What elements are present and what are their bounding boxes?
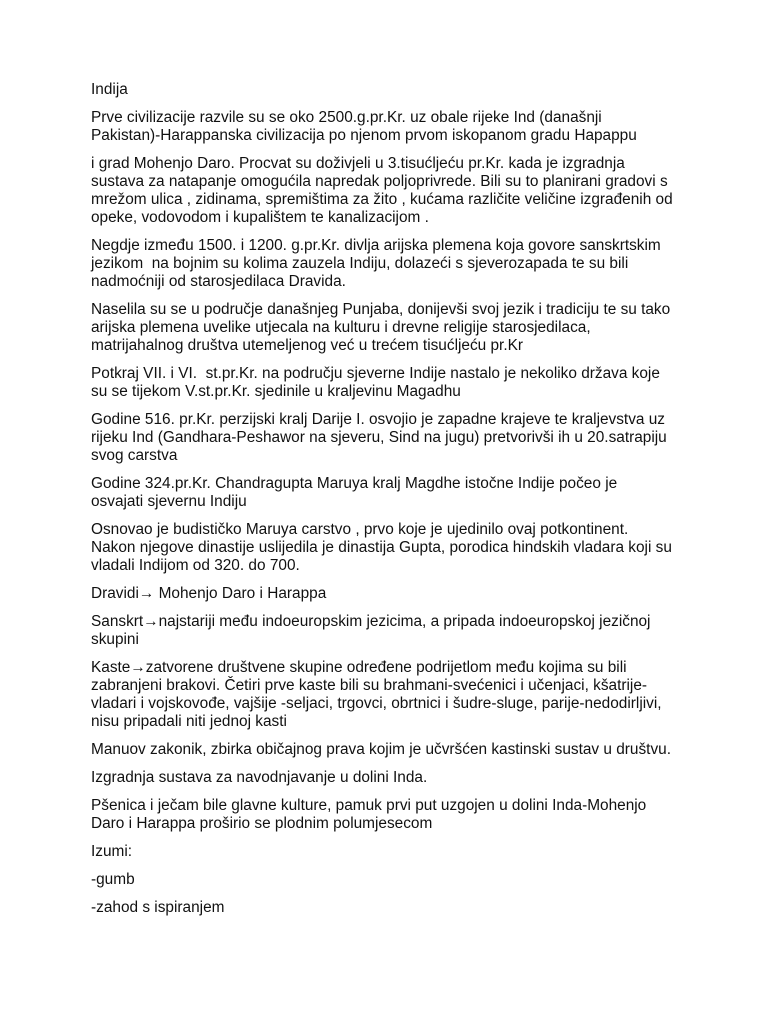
invention-item: -gumb — [91, 871, 135, 888]
arrow-item-dravidi — [91, 585, 691, 603]
paragraph-mohenjo-daro: i grad Mohenjo Daro. Procvat su doživjeli u 3.tisućljeću pr.Kr. kada je izgradnja sustava za natapanje omogućila napredak poljoprivrede. Bili su to planirani gradovi s mrežom ulica , zidinama, spremištima za žito , kućama različite veličine izgrađenih od opeke, vodovodom i kupalištem te kanalizacijom . — [91, 155, 673, 226]
document-title: Indija — [91, 81, 128, 98]
arrow-item-kaste — [91, 659, 691, 731]
arrow-item-term: Kaste — [91, 659, 131, 676]
arrow-right-icon: → — [130, 659, 146, 676]
paragraph-chandragupta: Godine 324.pr.Kr. Chandragupta Maruya kralj Magdhe istočne Indije počeo je osvajati sjevernu Indiju — [91, 475, 618, 510]
arrow-item-text: najstariji među indoeuropskim jezicima, a pripada indoeuropskoj jezičnoj skupini — [91, 613, 651, 648]
invention-item: -zahod s ispiranjem — [91, 899, 225, 916]
paragraph-punjab: Naselila su se u područje današnjeg Punjaba, donijevši svoj jezik i tradiciju te su tako arijska plemena uvelike utjecala na kulturu i drevne religije starosjedilaca, matrijahalnog društva utemeljenog već u trećem tisućljeću pr.Kr — [91, 301, 671, 354]
paragraph-manu-code: Manuov zakonik, zbirka običajnog prava kojim je učvršćen kastinski sustav u društvu. — [91, 741, 671, 758]
paragraph-origins: Prve civilizacije razvile su se oko 2500.g.pr.Kr. uz obale rijeke Ind (današnji Pakistan)-Harappanska civilizacija po njenom prvom iskopanom gradu Hapappu — [91, 109, 637, 144]
paragraph-aryan-tribes: Negdje između 1500. i 1200. g.pr.Kr. divlja arijska plemena koja govore sanskrtskim jezikom na bojnim su kolima zauzela Indiju, dolazeći s sjeverozapada te su bili nadmoćniji od starosjedilaca Dravida. — [91, 237, 661, 290]
inventions-heading: Izumi: — [91, 843, 133, 860]
arrow-item-term: Sanskrt — [91, 613, 144, 630]
paragraph-darius: Godine 516. pr.Kr. perzijski kralj Darije I. osvojio je zapadne krajeve te kraljevstva uz rijeku Ind (Gandhara-Peshawor na sjeveru, Sind na jugu) pretvorivši ih u 20.satrapiju svog carstva — [91, 411, 667, 464]
arrow-right-icon: → — [143, 613, 159, 630]
arrow-item-text: Mohenjo Daro i Harappa — [154, 585, 327, 602]
paragraph-irrigation: Izgradnja sustava za navodnjavanje u dolini Inda. — [91, 769, 428, 786]
paragraph-crops: Pšenica i ječam bile glavne kulture, pamuk prvi put uzgojen u dolini Inda-Mohenjo Daro i Harappa proširio se plodnim polumjesecom — [91, 797, 647, 832]
document-body — [91, 81, 691, 927]
paragraph-magadha: Potkraj VII. i VI. st.pr.Kr. na području sjeverne Indije nastalo je nekoliko država koje su se tijekom V.st.pr.Kr. sjedinile u kraljevinu Magadhu — [91, 365, 660, 400]
arrow-item-text: zatvorene društvene skupine određene podrijetlom među kojima su bili zabranjeni brakovi. Četiri prve kaste bili su brahmani-svećenici i učenjaci, kšatrije- vladari i vojskovođe, vajšije -seljaci, trgovci, obrtnici i šudre-sluge, parije-nedodirljivi, nisu pripadali niti jednoj kasti — [91, 659, 662, 730]
arrow-item-term: Dravidi — [91, 585, 139, 602]
arrow-right-icon: → — [138, 585, 155, 602]
paragraph-maurya-empire: Osnovao je budističko Maruya carstvo , prvo koje je ujedinilo ovaj potkontinent. Nakon njegove dinastije uslijedila je dinastija Gupta, porodica hindskih vladara koji su vladali Indijom od 320. do 700. — [91, 521, 672, 574]
arrow-item-sanskrt — [91, 613, 691, 649]
